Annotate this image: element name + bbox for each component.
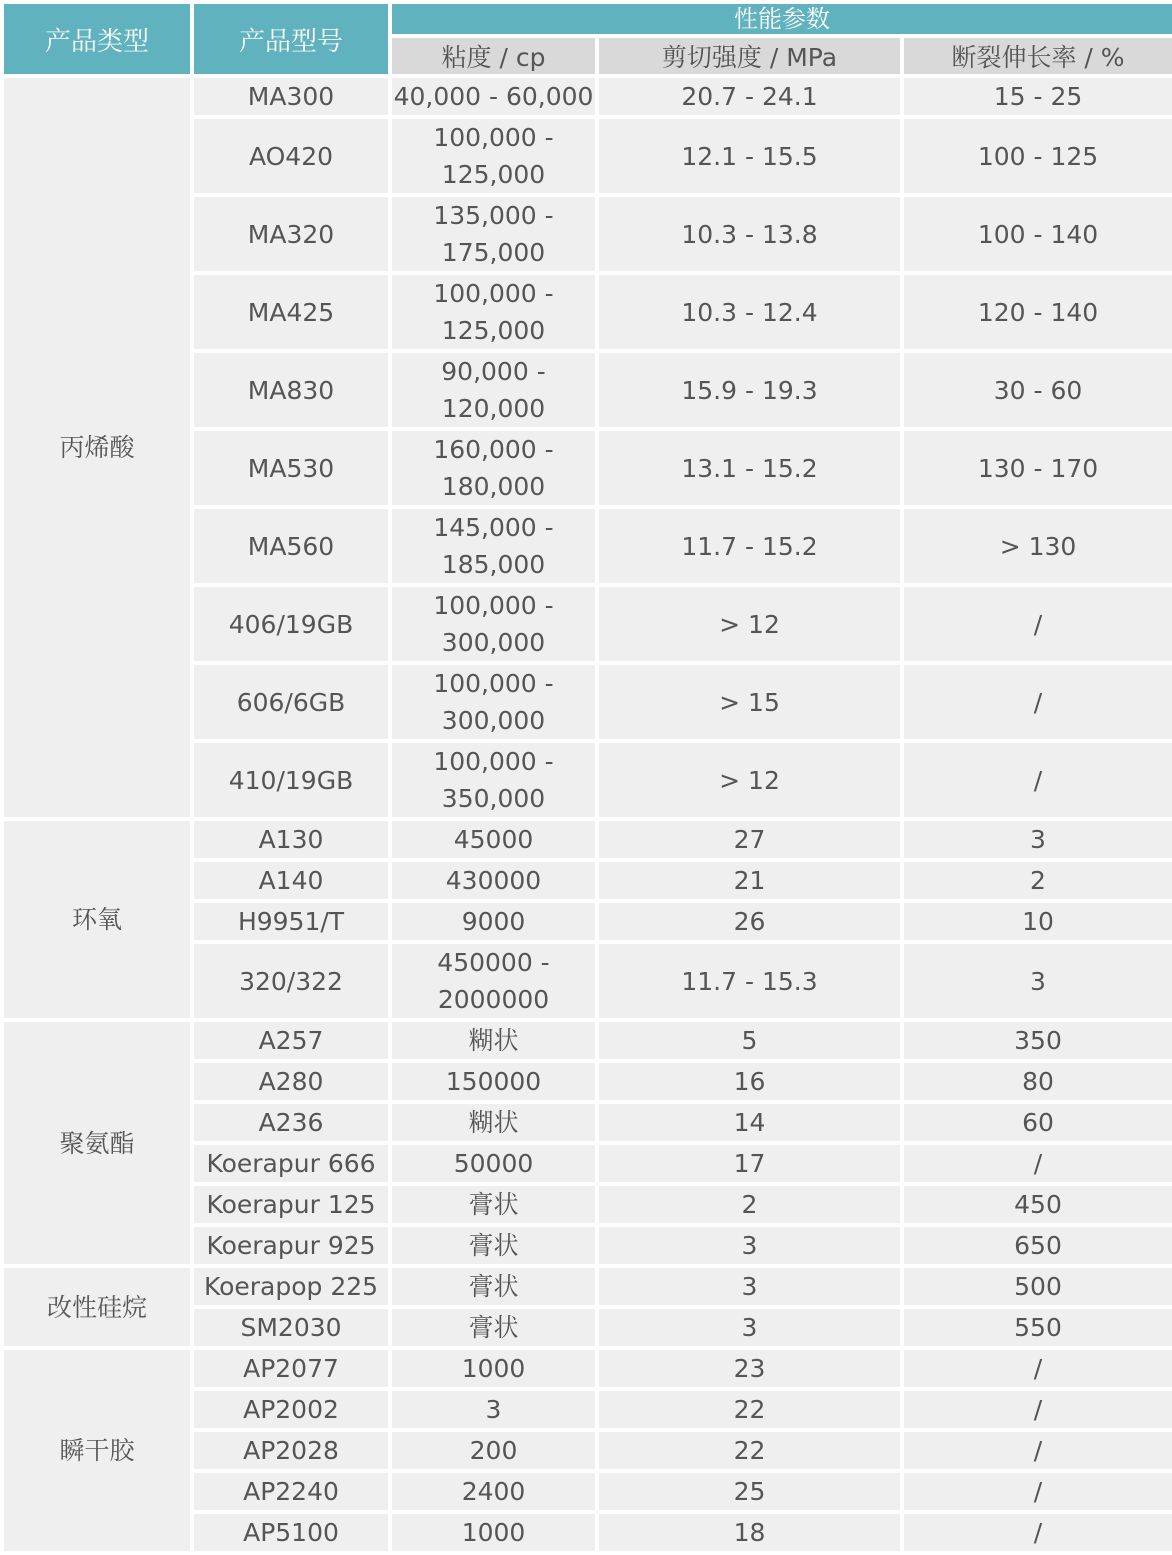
viscosity-cell: 100,000 - 125,000 [392,275,595,349]
elong-cell: / [904,1145,1172,1182]
model-cell: Koerapop 225 [194,1268,388,1305]
elong-cell: / [904,743,1172,817]
model-cell: MA300 [194,78,388,115]
category-cell: 改性硅烷 [4,1268,190,1346]
model-cell: 406/19GB [194,587,388,661]
table-row [4,1350,1172,1387]
shear-cell: > 15 [599,665,900,739]
shear-cell: 3 [599,1227,900,1264]
model-cell: MA425 [194,275,388,349]
shear-cell: 27 [599,821,900,858]
model-cell: 606/6GB [194,665,388,739]
model-cell: MA320 [194,197,388,271]
shear-cell: 10.3 - 13.8 [599,197,900,271]
shear-cell: 5 [599,1022,900,1059]
model-cell: MA560 [194,509,388,583]
elong-cell: 15 - 25 [904,78,1172,115]
viscosity-cell: 糊状 [392,1104,595,1141]
table-row [4,78,1172,115]
shear-cell: 25 [599,1473,900,1510]
header-viscosity: 粘度 / cp [392,38,595,74]
viscosity-cell: 50000 [392,1145,595,1182]
elong-cell: 100 - 125 [904,119,1172,193]
viscosity-cell: 膏状 [392,1186,595,1223]
model-cell: AP2077 [194,1350,388,1387]
viscosity-cell: 2400 [392,1473,595,1510]
model-cell: H9951/T [194,903,388,940]
elong-cell: > 130 [904,509,1172,583]
header-product-type: 产品类型 [4,4,190,74]
model-cell: AP5100 [194,1514,388,1551]
elong-cell: 30 - 60 [904,353,1172,427]
viscosity-cell: 100,000 - 350,000 [392,743,595,817]
model-cell: Koerapur 666 [194,1145,388,1182]
model-cell: AP2028 [194,1432,388,1469]
viscosity-cell: 1000 [392,1350,595,1387]
model-cell: A280 [194,1063,388,1100]
model-cell: A130 [194,821,388,858]
elong-cell: 120 - 140 [904,275,1172,349]
elong-cell: 550 [904,1309,1172,1346]
viscosity-cell: 430000 [392,862,595,899]
elong-cell: 100 - 140 [904,197,1172,271]
model-cell: A140 [194,862,388,899]
viscosity-cell: 150000 [392,1063,595,1100]
model-cell: 410/19GB [194,743,388,817]
viscosity-cell: 145,000 - 185,000 [392,509,595,583]
shear-cell: 17 [599,1145,900,1182]
elong-cell: 350 [904,1022,1172,1059]
table-body [4,78,1172,1551]
viscosity-cell: 100,000 - 300,000 [392,587,595,661]
model-cell: A236 [194,1104,388,1141]
model-cell: SM2030 [194,1309,388,1346]
shear-cell: 20.7 - 24.1 [599,78,900,115]
model-cell: AP2002 [194,1391,388,1428]
viscosity-cell: 45000 [392,821,595,858]
shear-cell: > 12 [599,743,900,817]
header-shear-strength: 剪切强度 / MPa [599,38,900,74]
elong-cell: / [904,1432,1172,1469]
header-performance: 性能参数 [392,4,1172,34]
shear-cell: 11.7 - 15.3 [599,944,900,1018]
shear-cell: 12.1 - 15.5 [599,119,900,193]
table-row [4,821,1172,858]
model-cell: AO420 [194,119,388,193]
elong-cell: 650 [904,1227,1172,1264]
shear-cell: 14 [599,1104,900,1141]
category-cell: 瞬干胶 [4,1350,190,1551]
model-cell: Koerapur 125 [194,1186,388,1223]
viscosity-cell: 膏状 [392,1227,595,1264]
viscosity-cell: 200 [392,1432,595,1469]
shear-cell: 22 [599,1391,900,1428]
shear-cell: 13.1 - 15.2 [599,431,900,505]
elong-cell: 3 [904,944,1172,1018]
elong-cell: 450 [904,1186,1172,1223]
elong-cell: / [904,1391,1172,1428]
elong-cell: 60 [904,1104,1172,1141]
header-elongation: 断裂伸长率 / % [904,38,1172,74]
viscosity-cell: 100,000 - 125,000 [392,119,595,193]
elong-cell: / [904,587,1172,661]
shear-cell: 26 [599,903,900,940]
header-product-model: 产品型号 [194,4,388,74]
elong-cell: 80 [904,1063,1172,1100]
elong-cell: 10 [904,903,1172,940]
elong-cell: 3 [904,821,1172,858]
elong-cell: / [904,1514,1172,1551]
elong-cell: 2 [904,862,1172,899]
model-cell: MA530 [194,431,388,505]
shear-cell: > 12 [599,587,900,661]
shear-cell: 3 [599,1309,900,1346]
viscosity-cell: 135,000 - 175,000 [392,197,595,271]
category-cell: 聚氨酯 [4,1022,190,1264]
shear-cell: 18 [599,1514,900,1551]
elong-cell: 500 [904,1268,1172,1305]
elong-cell: / [904,1473,1172,1510]
header-row-main [4,4,1172,34]
category-cell: 环氧 [4,821,190,1018]
shear-cell: 2 [599,1186,900,1223]
shear-cell: 10.3 - 12.4 [599,275,900,349]
table-row [4,1268,1172,1305]
shear-cell: 11.7 - 15.2 [599,509,900,583]
viscosity-cell: 9000 [392,903,595,940]
shear-cell: 16 [599,1063,900,1100]
category-cell: 丙烯酸 [4,78,190,817]
model-cell: AP2240 [194,1473,388,1510]
shear-cell: 21 [599,862,900,899]
viscosity-cell: 90,000 - 120,000 [392,353,595,427]
shear-cell: 23 [599,1350,900,1387]
viscosity-cell: 1000 [392,1514,595,1551]
viscosity-cell: 膏状 [392,1309,595,1346]
viscosity-cell: 100,000 - 300,000 [392,665,595,739]
elong-cell: / [904,665,1172,739]
viscosity-cell: 40,000 - 60,000 [392,78,595,115]
model-cell: Koerapur 925 [194,1227,388,1264]
shear-cell: 15.9 - 19.3 [599,353,900,427]
shear-cell: 3 [599,1268,900,1305]
viscosity-cell: 3 [392,1391,595,1428]
model-cell: 320/322 [194,944,388,1018]
viscosity-cell: 膏状 [392,1268,595,1305]
elong-cell: 130 - 170 [904,431,1172,505]
viscosity-cell: 160,000 - 180,000 [392,431,595,505]
shear-cell: 22 [599,1432,900,1469]
viscosity-cell: 糊状 [392,1022,595,1059]
model-cell: A257 [194,1022,388,1059]
model-cell: MA830 [194,353,388,427]
table-row [4,1022,1172,1059]
elong-cell: / [904,1350,1172,1387]
viscosity-cell: 450000 - 2000000 [392,944,595,1018]
